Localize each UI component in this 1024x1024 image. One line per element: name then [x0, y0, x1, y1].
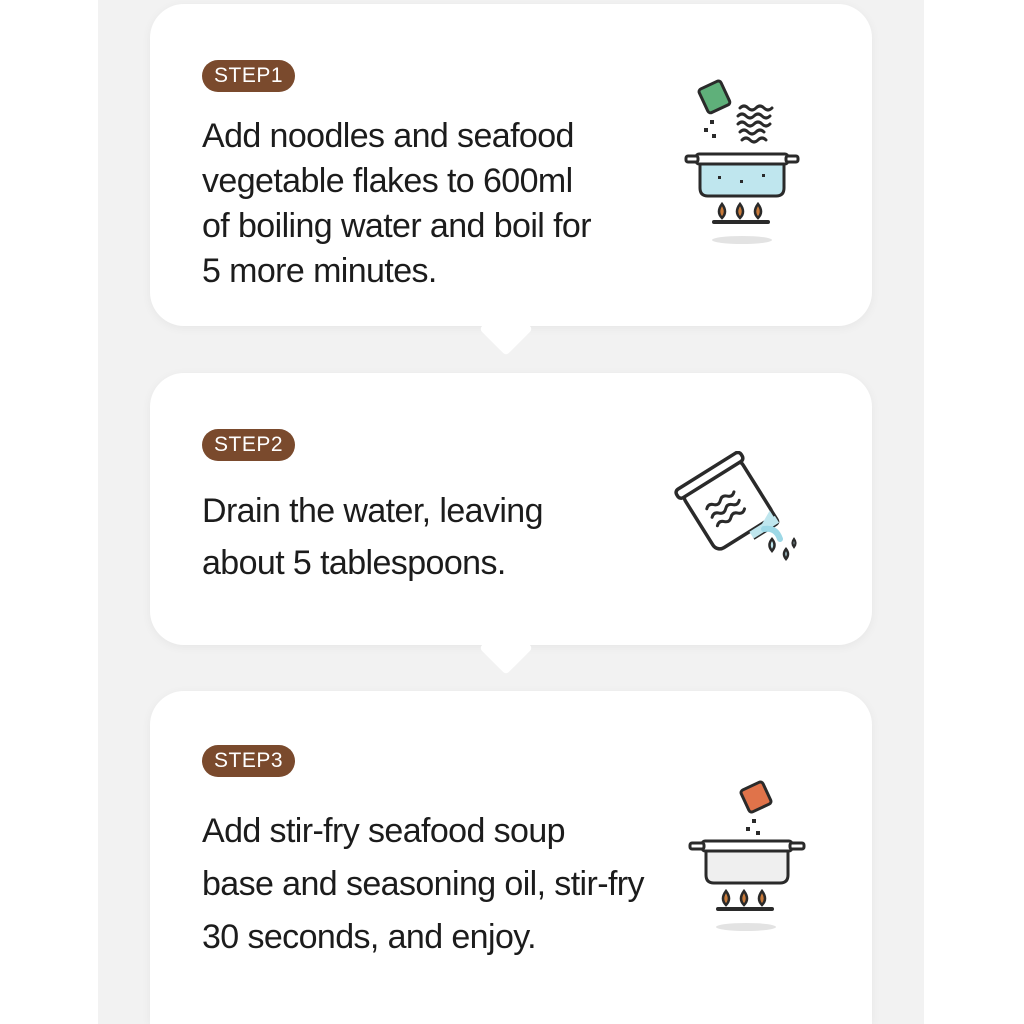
step-badge: STEP2	[202, 429, 295, 461]
instruction-line: about 5 tablespoons.	[202, 544, 506, 582]
step-badge: STEP1	[202, 60, 295, 92]
instruction-line: 5 more minutes.	[202, 252, 437, 290]
step-instructions	[202, 805, 644, 964]
step-instructions	[202, 114, 591, 294]
instruction-line: base and seasoning oil, stir-fry	[202, 865, 644, 903]
instruction-line: vegetable flakes to 600ml	[202, 162, 573, 200]
step-card-3	[150, 691, 872, 1024]
step-card-2	[150, 373, 872, 645]
instruction-line: Add noodles and seafood	[202, 117, 574, 155]
instruction-line: Drain the water, leaving	[202, 492, 543, 530]
pot-with-seasoning-icon	[680, 775, 810, 939]
step-badge: STEP3	[202, 745, 295, 777]
boiling-pot-noodles-icon	[678, 76, 808, 248]
step-card-1	[150, 4, 872, 326]
instruction-line: of boiling water and boil for	[202, 207, 591, 245]
draining-container-icon	[672, 451, 806, 571]
instruction-line: 30 seconds, and enjoy.	[202, 918, 536, 956]
step-instructions	[202, 485, 543, 589]
instruction-line: Add stir-fry seafood soup	[202, 812, 565, 850]
